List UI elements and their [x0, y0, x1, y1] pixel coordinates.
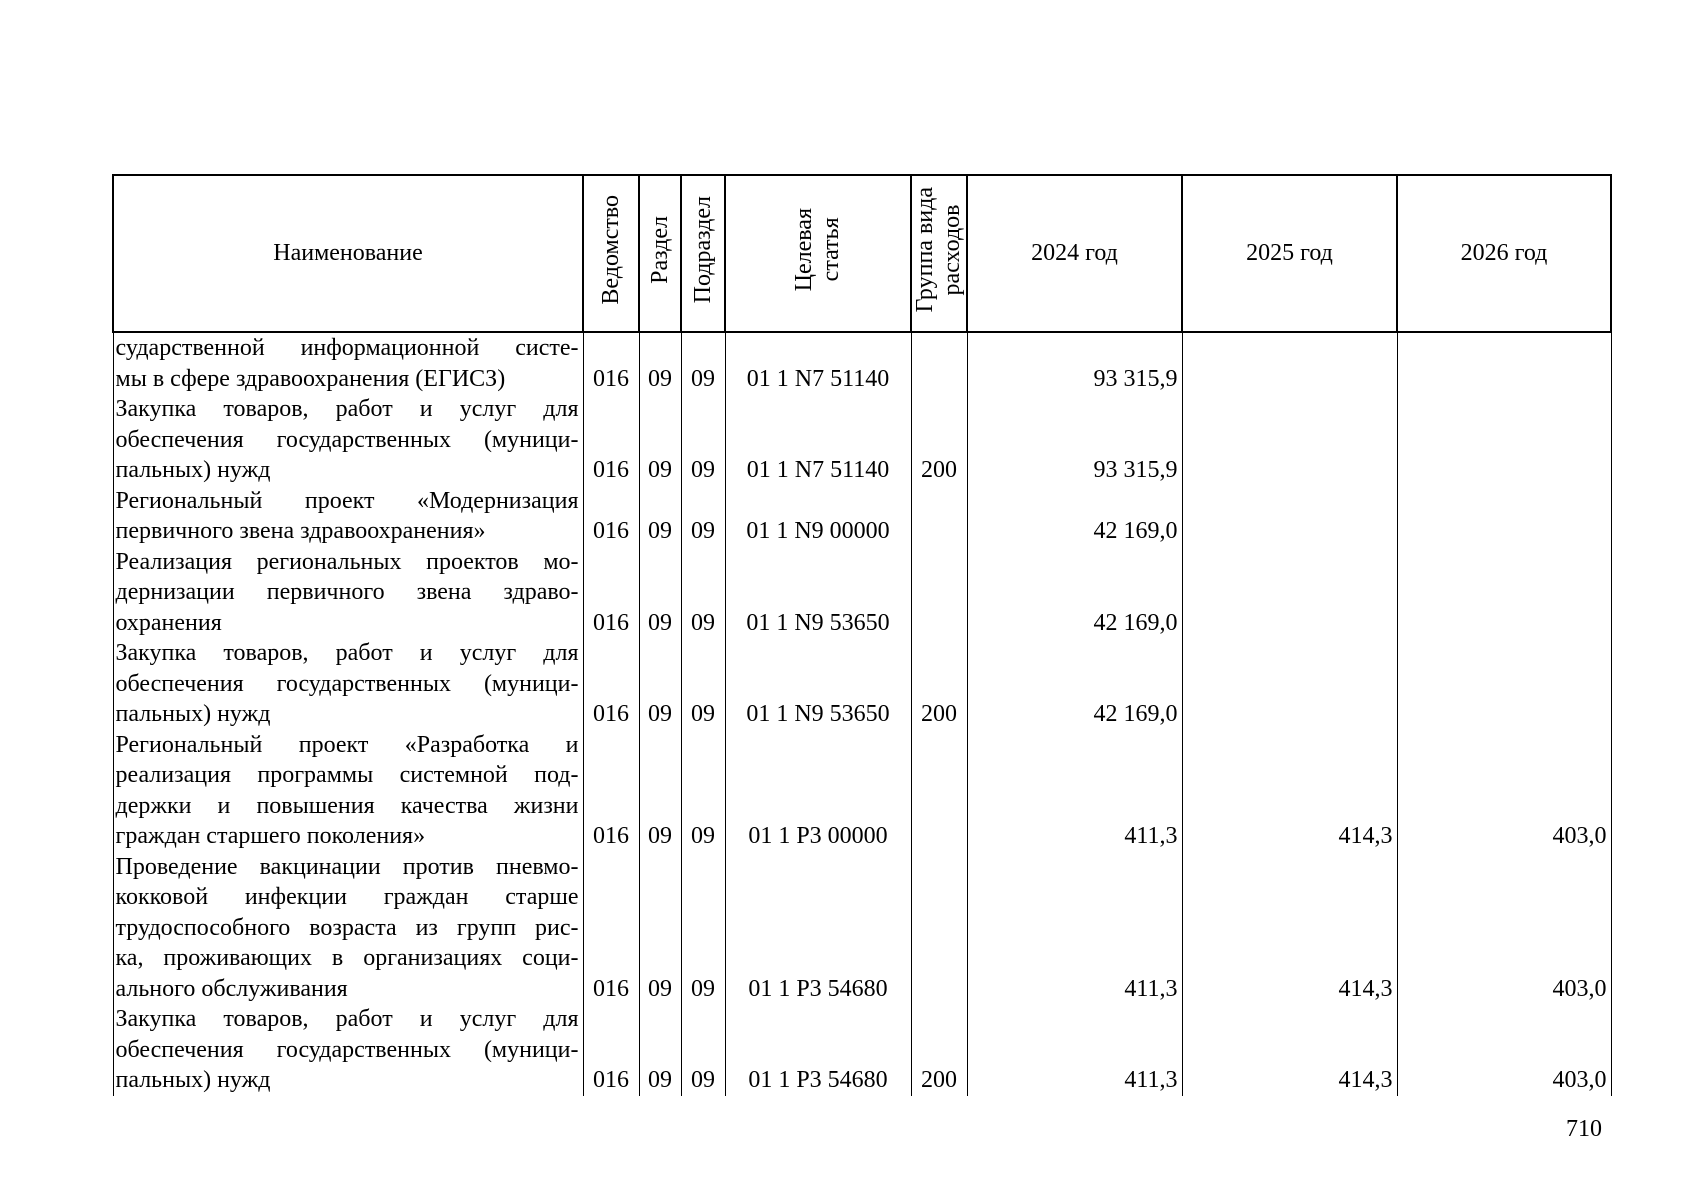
- cell-target: 01 1 P3 54680: [725, 1004, 911, 1096]
- header-2026: 2026 год: [1397, 175, 1611, 332]
- cell-2024: 42 169,0: [967, 486, 1182, 547]
- header-name: Наименование: [113, 175, 583, 332]
- name-line: граждан старшего поколения»: [115, 823, 426, 849]
- cell-subsection: 09: [681, 638, 725, 730]
- cell-expense-group: [911, 332, 967, 394]
- cell-subsection: 09: [681, 332, 725, 394]
- name-line: Закупка товаров, работ и услуг для: [115, 640, 579, 666]
- name-line: первичного звена здравоохранения»: [115, 518, 486, 544]
- cell-name: [113, 486, 583, 547]
- cell-2026: [1397, 332, 1611, 394]
- table-row: [113, 547, 1611, 639]
- cell-expense-group: [911, 852, 967, 1005]
- cell-target: 01 1 N7 51140: [725, 394, 911, 486]
- cell-section: 09: [639, 638, 681, 730]
- table-row: [113, 852, 1611, 1005]
- cell-name: [113, 730, 583, 852]
- header-2025: 2025 год: [1182, 175, 1397, 332]
- cell-2024: 411,3: [967, 1004, 1182, 1096]
- header-target: [725, 175, 911, 332]
- cell-subsection: 09: [681, 486, 725, 547]
- cell-name: [113, 1004, 583, 1096]
- cell-2026: 403,0: [1397, 730, 1611, 852]
- cell-target: 01 1 P3 54680: [725, 852, 911, 1005]
- cell-section: 09: [639, 1004, 681, 1096]
- cell-department: 016: [583, 852, 639, 1005]
- name-line: обеспечения государственных (муници-: [115, 670, 579, 697]
- name-line: Региональный проект «Модернизация: [115, 487, 579, 514]
- cell-target: 01 1 P3 00000: [725, 730, 911, 852]
- header-department: Ведомство: [583, 175, 639, 332]
- header-2024: 2024 год: [967, 175, 1182, 332]
- cell-section: 09: [639, 852, 681, 1005]
- cell-department: 016: [583, 486, 639, 547]
- name-line: Проведение вакцинации против пневмо-: [115, 853, 579, 880]
- cell-subsection: 09: [681, 394, 725, 486]
- cell-target: 01 1 N9 00000: [725, 486, 911, 547]
- cell-expense-group: [911, 547, 967, 639]
- table-row: [113, 394, 1611, 486]
- cell-expense-group: [911, 730, 967, 852]
- header-target-line2: статья: [818, 218, 844, 282]
- cell-2026: [1397, 394, 1611, 486]
- cell-department: 016: [583, 638, 639, 730]
- header-expense-line2: расходов: [939, 204, 965, 296]
- name-line: реализация программы системной под-: [115, 762, 579, 788]
- cell-section: 09: [639, 547, 681, 639]
- name-line: трудоспособного возраста из групп рис-: [115, 914, 579, 941]
- cell-2025: [1182, 638, 1397, 730]
- cell-subsection: 09: [681, 852, 725, 1005]
- table-body: [113, 332, 1611, 1096]
- cell-section: 09: [639, 332, 681, 394]
- cell-target: 01 1 N7 51140: [725, 332, 911, 394]
- cell-2024: 93 315,9: [967, 332, 1182, 394]
- header-section: Раздел: [639, 175, 681, 332]
- header-expense-line1: Группа вида: [912, 187, 938, 313]
- table-header-row: [113, 175, 1611, 332]
- cell-expense-group: 200: [911, 1004, 967, 1096]
- cell-2026: 403,0: [1397, 852, 1611, 1005]
- name-line: ка, проживающих в организациях соци-: [115, 945, 579, 971]
- name-line: пальных) нужд: [115, 457, 271, 483]
- name-line: обеспечения государственных (муници-: [115, 1036, 579, 1063]
- cell-2024: 42 169,0: [967, 547, 1182, 639]
- cell-name: [113, 394, 583, 486]
- cell-department: 016: [583, 332, 639, 394]
- cell-2025: 414,3: [1182, 852, 1397, 1005]
- cell-2025: 414,3: [1182, 1004, 1397, 1096]
- table-row: [113, 486, 1611, 547]
- name-line: держки и повышения качества жизни: [115, 792, 579, 819]
- cell-2025: 414,3: [1182, 730, 1397, 852]
- page-number: 710: [1566, 1116, 1602, 1142]
- cell-department: 016: [583, 547, 639, 639]
- header-target-line1: Целевая: [791, 208, 817, 292]
- header-subsection: Подраздел: [681, 175, 725, 332]
- cell-2025: [1182, 332, 1397, 394]
- cell-2024: 93 315,9: [967, 394, 1182, 486]
- cell-name: [113, 852, 583, 1005]
- cell-expense-group: 200: [911, 394, 967, 486]
- cell-2024: 411,3: [967, 852, 1182, 1005]
- cell-2024: 411,3: [967, 730, 1182, 852]
- name-line: Закупка товаров, работ и услуг для: [115, 1006, 579, 1032]
- cell-expense-group: [911, 486, 967, 547]
- cell-2026: [1397, 547, 1611, 639]
- cell-section: 09: [639, 730, 681, 852]
- name-line: дернизации первичного звена здраво-: [115, 579, 579, 605]
- cell-target: 01 1 N9 53650: [725, 547, 911, 639]
- cell-name: [113, 332, 583, 394]
- name-line: охранения: [115, 609, 222, 636]
- header-expense-group: [911, 175, 967, 332]
- name-line: мы в сфере здравоохранения (ЕГИСЗ): [115, 365, 506, 392]
- name-line: Региональный проект «Разработка и: [115, 731, 579, 758]
- name-line: сударственной информационной систе-: [115, 335, 579, 361]
- cell-2025: [1182, 394, 1397, 486]
- name-line: пальных) нужд: [115, 701, 271, 727]
- table-row: [113, 1004, 1611, 1096]
- table-row: [113, 730, 1611, 852]
- cell-subsection: 09: [681, 730, 725, 852]
- cell-department: 016: [583, 394, 639, 486]
- table-row: [113, 638, 1611, 730]
- budget-table: [112, 174, 1612, 1096]
- cell-section: 09: [639, 394, 681, 486]
- name-line: Закупка товаров, работ и услуг для: [115, 396, 579, 422]
- name-line: Реализация региональных проектов мо-: [115, 548, 579, 575]
- table-row: [113, 332, 1611, 394]
- cell-expense-group: 200: [911, 638, 967, 730]
- name-line: кокковой инфекции граждан старше: [115, 884, 579, 910]
- cell-subsection: 09: [681, 547, 725, 639]
- cell-2025: [1182, 486, 1397, 547]
- cell-2024: 42 169,0: [967, 638, 1182, 730]
- cell-department: 016: [583, 1004, 639, 1096]
- cell-2026: 403,0: [1397, 1004, 1611, 1096]
- name-line: ального обслуживания: [115, 975, 348, 1002]
- cell-2026: [1397, 486, 1611, 547]
- cell-2025: [1182, 547, 1397, 639]
- cell-name: [113, 638, 583, 730]
- cell-subsection: 09: [681, 1004, 725, 1096]
- cell-2026: [1397, 638, 1611, 730]
- cell-section: 09: [639, 486, 681, 547]
- name-line: пальных) нужд: [115, 1067, 271, 1093]
- cell-target: 01 1 N9 53650: [725, 638, 911, 730]
- cell-name: [113, 547, 583, 639]
- cell-department: 016: [583, 730, 639, 852]
- name-line: обеспечения государственных (муници-: [115, 426, 579, 453]
